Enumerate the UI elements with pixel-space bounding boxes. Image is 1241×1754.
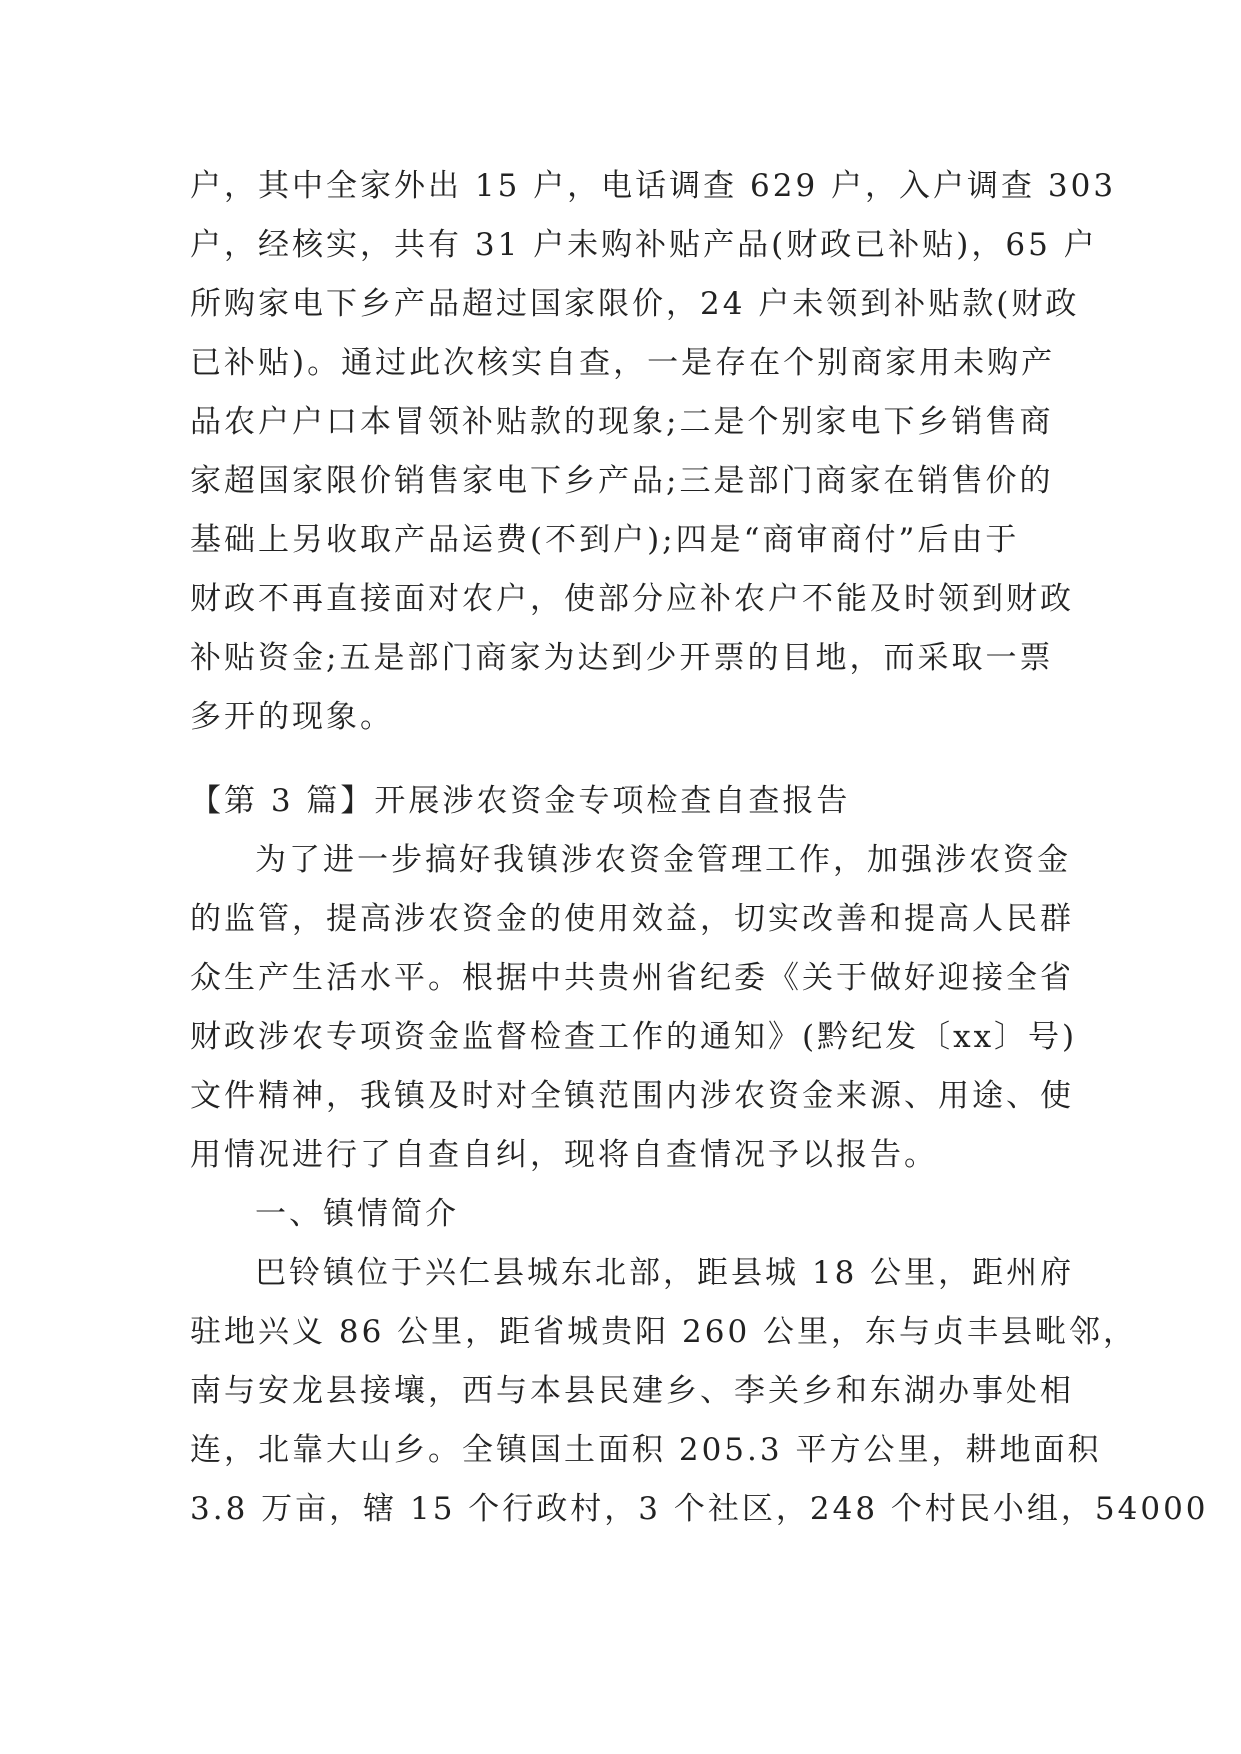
article-title: 【第 3 篇】开展涉农资金专项检查自查报告: [190, 783, 851, 819]
section-paragraph-line: 3.8 万亩，辖 15 个行政村，3 个社区，248 个村民小组，54000: [190, 1491, 1209, 1527]
paragraph-line: 品农户户口本冒领补贴款的现象;二是个别家电下乡销售商: [190, 404, 1054, 440]
paragraph-line: 补贴资金;五是部门商家为达到少开票的目地，而采取一票: [190, 640, 1054, 676]
continuation-paragraph: [190, 157, 1117, 747]
paragraph-line: 户，经核实，共有 31 户未购补贴产品(财政已补贴)，65 户: [190, 227, 1098, 263]
paragraph-line: 户，其中全家外出 15 户，电话调查 629 户，入户调查 303: [190, 168, 1117, 204]
paragraph-line: 所购家电下乡产品超过国家限价，24 户未领到补贴款(财政: [190, 286, 1080, 322]
intro-paragraph-line: 财政涉农专项资金监督检查工作的通知》(黔纪发〔xx〕号): [190, 1019, 1078, 1055]
section-paragraph-line: 驻地兴义 86 公里，距省城贵阳 260 公里，东与贞丰县毗邻，: [190, 1314, 1138, 1350]
paragraph-line: 已补贴)。通过此次核实自查，一是存在个别商家用未购产: [190, 345, 1056, 381]
section-paragraph-line: 巴铃镇位于兴仁县城东北部，距县城 18 公里，距州府: [255, 1255, 1075, 1291]
intro-paragraph-line: 为了进一步搞好我镇涉农资金管理工作，加强涉农资金: [255, 842, 1071, 878]
intro-paragraph-line: 众生产生活水平。根据中共贵州省纪委《关于做好迎接全省: [190, 960, 1074, 996]
intro-paragraph-line: 的监管，提高涉农资金的使用效益，切实改善和提高人民群: [190, 901, 1074, 937]
paragraph-line: 财政不再直接面对农户，使部分应补农户不能及时领到财政: [190, 581, 1074, 617]
paragraph-line: 多开的现象。: [190, 699, 394, 735]
paragraph-line: 家超国家限价销售家电下乡产品;三是部门商家在销售价的: [190, 463, 1054, 499]
section-paragraph-line: 连，北靠大山乡。全镇国土面积 205.3 平方公里，耕地面积: [190, 1432, 1102, 1468]
intro-paragraph-line: 文件精神，我镇及时对全镇范围内涉农资金来源、用途、使: [190, 1078, 1074, 1114]
section-heading: 一、镇情简介: [255, 1196, 459, 1232]
intro-paragraph-line: 用情况进行了自查自纠，现将自查情况予以报告。: [190, 1137, 938, 1173]
paragraph-line: 基础上另收取产品运费(不到户);四是“商审商付”后由于: [190, 522, 1020, 558]
section-paragraph-line: 南与安龙县接壤，西与本县民建乡、李关乡和东湖办事处相: [190, 1373, 1074, 1409]
third-article: [190, 772, 1209, 1539]
